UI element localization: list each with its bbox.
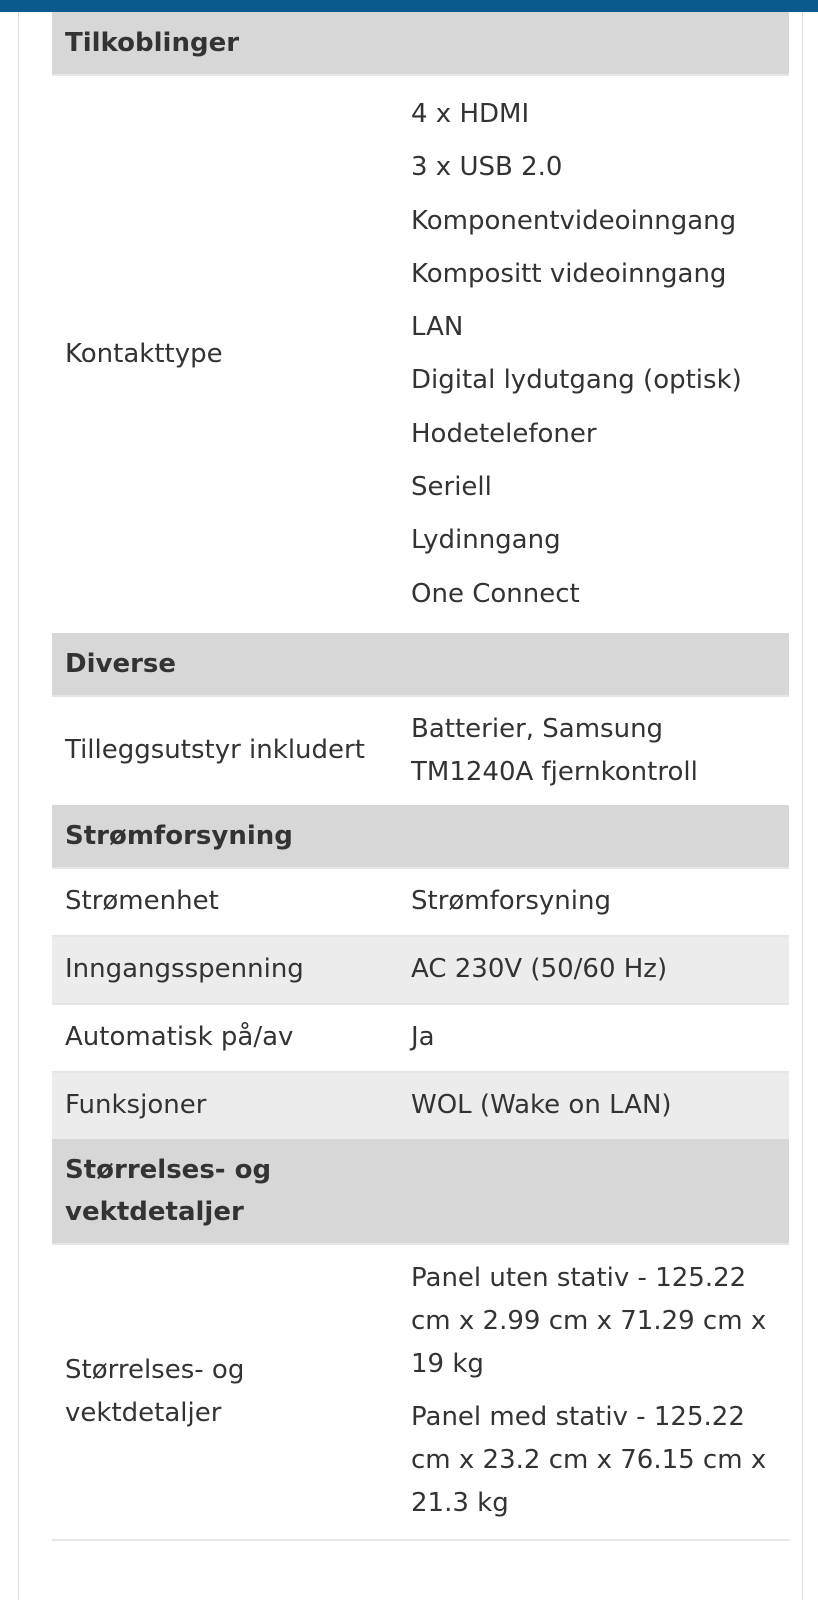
spec-label: Inngangsspenning <box>65 954 304 985</box>
section-header-power <box>52 805 789 867</box>
section-title: Diverse <box>65 648 177 679</box>
connector-item: Hodetelefoner <box>411 418 597 449</box>
spec-row-input-voltage <box>52 935 789 1003</box>
connector-item: Kompositt videoinngang <box>411 258 727 289</box>
connector-item: LAN <box>411 312 464 343</box>
top-bar <box>0 0 818 12</box>
spec-label: Automatisk på/av <box>65 1022 294 1053</box>
connector-item: Komponentvideoinngang <box>411 205 737 236</box>
connector-item: One Connect <box>411 578 580 609</box>
section-header-misc <box>52 633 789 695</box>
section-title: Størrelses- og vektdetaljer <box>65 1154 272 1227</box>
spec-label: Tilleggsutstyr inkludert <box>65 735 365 766</box>
section-header-connections <box>52 12 789 74</box>
spec-row-accessories <box>52 695 789 805</box>
right-border <box>802 12 803 1600</box>
spec-value: Batterier, Samsung TM1240A fjernkontroll <box>411 713 698 787</box>
spec-label: Kontakttype <box>65 338 223 369</box>
connector-item: 4 x HDMI <box>411 99 530 129</box>
spec-value <box>398 76 789 633</box>
spec-row-functions <box>52 1071 789 1139</box>
section-header-size <box>52 1139 789 1243</box>
spec-row-auto-power <box>52 1003 789 1071</box>
connector-item: Seriell <box>411 472 492 503</box>
spec-value: Ja <box>411 1022 435 1053</box>
spec-value: WOL (Wake on LAN) <box>411 1090 672 1121</box>
connector-item: Lydinngang <box>411 525 561 556</box>
spec-value: Strømforsyning <box>411 886 611 917</box>
spec-label: Størrelses- og vektdetaljer <box>65 1354 245 1428</box>
spec-label: Strømenhet <box>65 886 219 917</box>
section-title: Tilkoblinger <box>65 28 240 58</box>
section-title: Strømforsyning <box>65 820 293 851</box>
spec-table <box>52 12 789 1541</box>
table-bottom-border <box>52 1539 789 1541</box>
connector-item: 3 x USB 2.0 <box>411 152 563 183</box>
size-value-item: Panel med stativ - 125.22 cm x 23.2 cm x 76.15 cm x 21.3 kg <box>411 1401 767 1518</box>
spec-value: AC 230V (50/60 Hz) <box>411 954 668 985</box>
spec-value <box>398 1245 789 1539</box>
left-border <box>18 12 19 1600</box>
spec-label: Funksjoner <box>65 1090 207 1121</box>
spec-row-power-unit <box>52 867 789 935</box>
spec-row-size-weight <box>52 1243 789 1539</box>
connector-item: Digital lydutgang (optisk) <box>411 365 742 396</box>
size-value-item: Panel uten stativ - 125.22 cm x 2.99 cm x 71.29 cm x 19 kg <box>411 1262 767 1379</box>
spec-row-connector-type <box>52 74 789 633</box>
